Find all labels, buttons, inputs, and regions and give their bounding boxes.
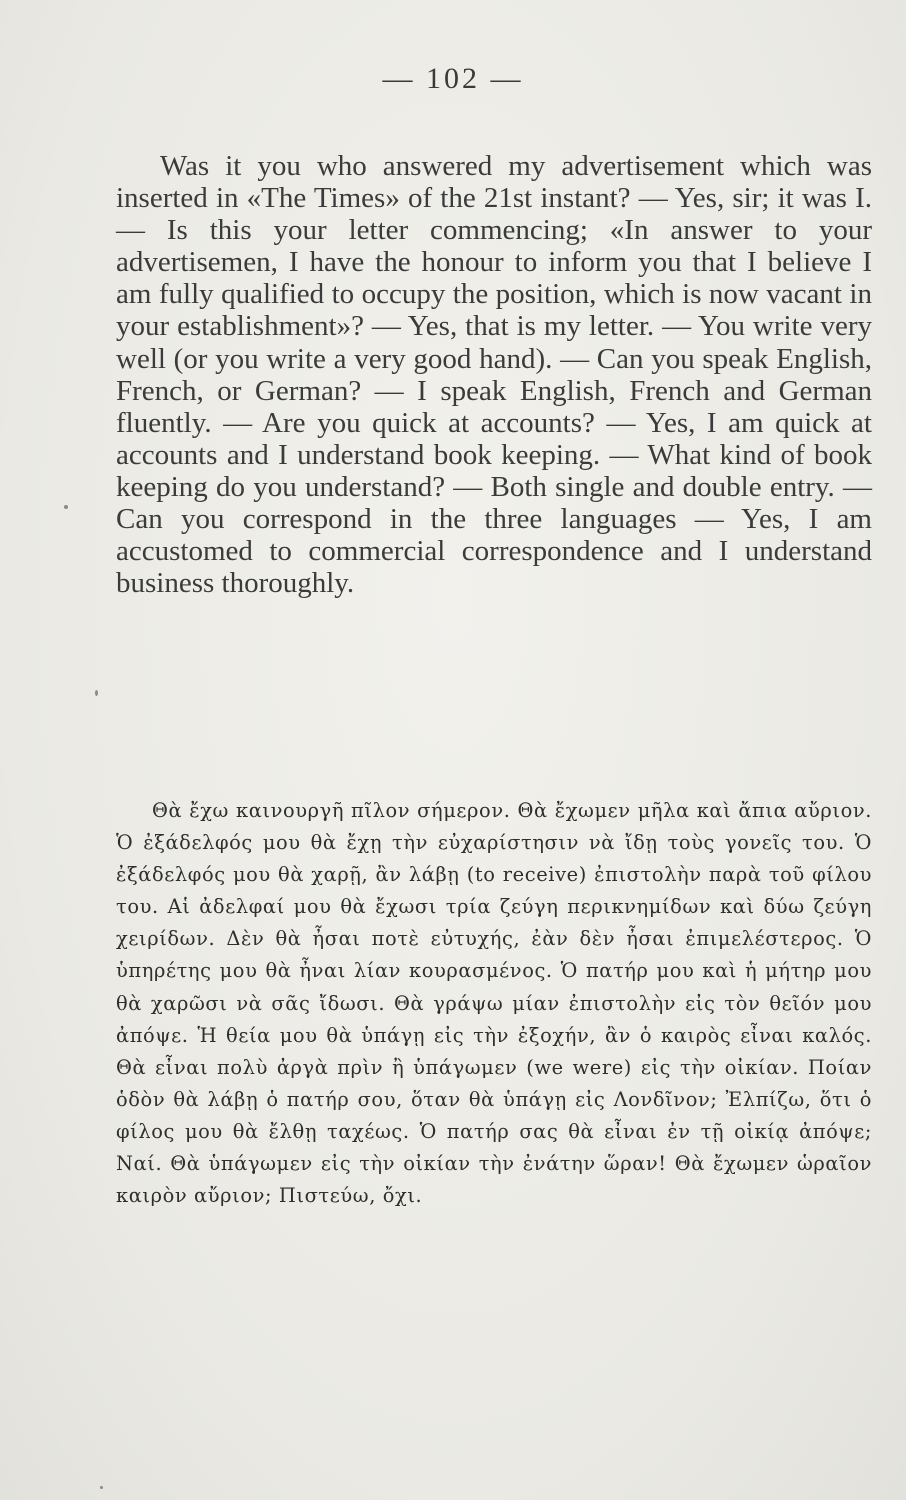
print-speck — [64, 505, 68, 509]
english-dialogue-paragraph — [116, 150, 872, 599]
print-speck — [100, 1486, 103, 1489]
print-speck — [95, 690, 98, 696]
page-number: — 102 — — [382, 62, 524, 95]
greek-text: Θὰ ἔχω καινουργῆ πῖλον σήμερον. Θὰ ἔχωμεν μῆλα καὶ ἄπια αὔριον. Ὁ ἐξάδελφός μου θὰ ἔχῃ τὴν εὐχαρίστησιν νὰ ἴδῃ τοὺς γονεῖς του. Ὁ ἐξάδελφός μου θὰ χαρῇ, ἂν λάβῃ (to receive) ἐπιστολὴν παρὰ τοῦ φίλου του. Αἱ ἀδελφαί μου θὰ ἔχωσι τρία ζεύγη περικνημίδων καὶ δύω ζεύγη χειρίδων. Δὲν θὰ ἦσαι ποτὲ εὐτυχής, ἐὰν δὲν ἦσαι ἐπιμελέστερος. Ὁ ὑπηρέτης μου θὰ ἦναι λίαν κουρασμένος. Ὁ πατήρ μου καὶ ἡ μήτηρ μου θὰ χαρῶσι νὰ σᾶς ἴδωσι. Θὰ γράψω μίαν ἐπιστολὴν εἰς τὸν θεῖόν μου ἀπόψε. Ἡ θεία μου θὰ ὑπάγῃ εἰς τὴν ἐξοχήν, ἂν ὁ καιρὸς εἶναι καλός. Θὰ εἶναι πολὺ ἀργὰ πρὶν ἢ ὑπάγωμεν (we were) εἰς τὴν οἰκίαν. Ποίαν ὁδὸν θὰ λάβῃ ὁ πατήρ σου, ὅταν θὰ ὑπάγῃ εἰς Λονδῖνον; Ἐλπίζω, ὅτι ὁ φίλος μου θὰ ἔλθῃ ταχέως. Ὁ πατήρ σας θὰ εἶναι ἐν τῇ οἰκίᾳ ἀπόψε; Ναί. Θὰ ὑπάγωμεν εἰς τὴν οἰκίαν τὴν ἐνάτην ὥραν! Θὰ ἔχωμεν ὡραῖον καιρὸν αὔριον; Πιστεύω, ὄχι. — [116, 799, 872, 1208]
greek-exercise-paragraph — [116, 795, 872, 1212]
english-text: Was it you who answered my advertisement which was inserted in «The Times» of the 21st instant? — Yes, sir; it was I. — Is this your letter commencing; «In answer to your advertisemen, I have the honour to inform you that I believe I am fully qualified to occupy the position, which is now vacant in your establishment»? — Yes, that is my letter. — You write very well (or you write a very good hand). — Can you speak English, French, or German? — I speak English, French and German fluently. — Are you quick at accounts? — Yes, I am quick at accounts and I understand book keeping. — What kind of book keeping do you understand? — Both single and double entry. — Can you correspond in the three languages — Yes, I am accustomed to commercial correspondence and I understand business thoroughly. — [116, 150, 872, 600]
